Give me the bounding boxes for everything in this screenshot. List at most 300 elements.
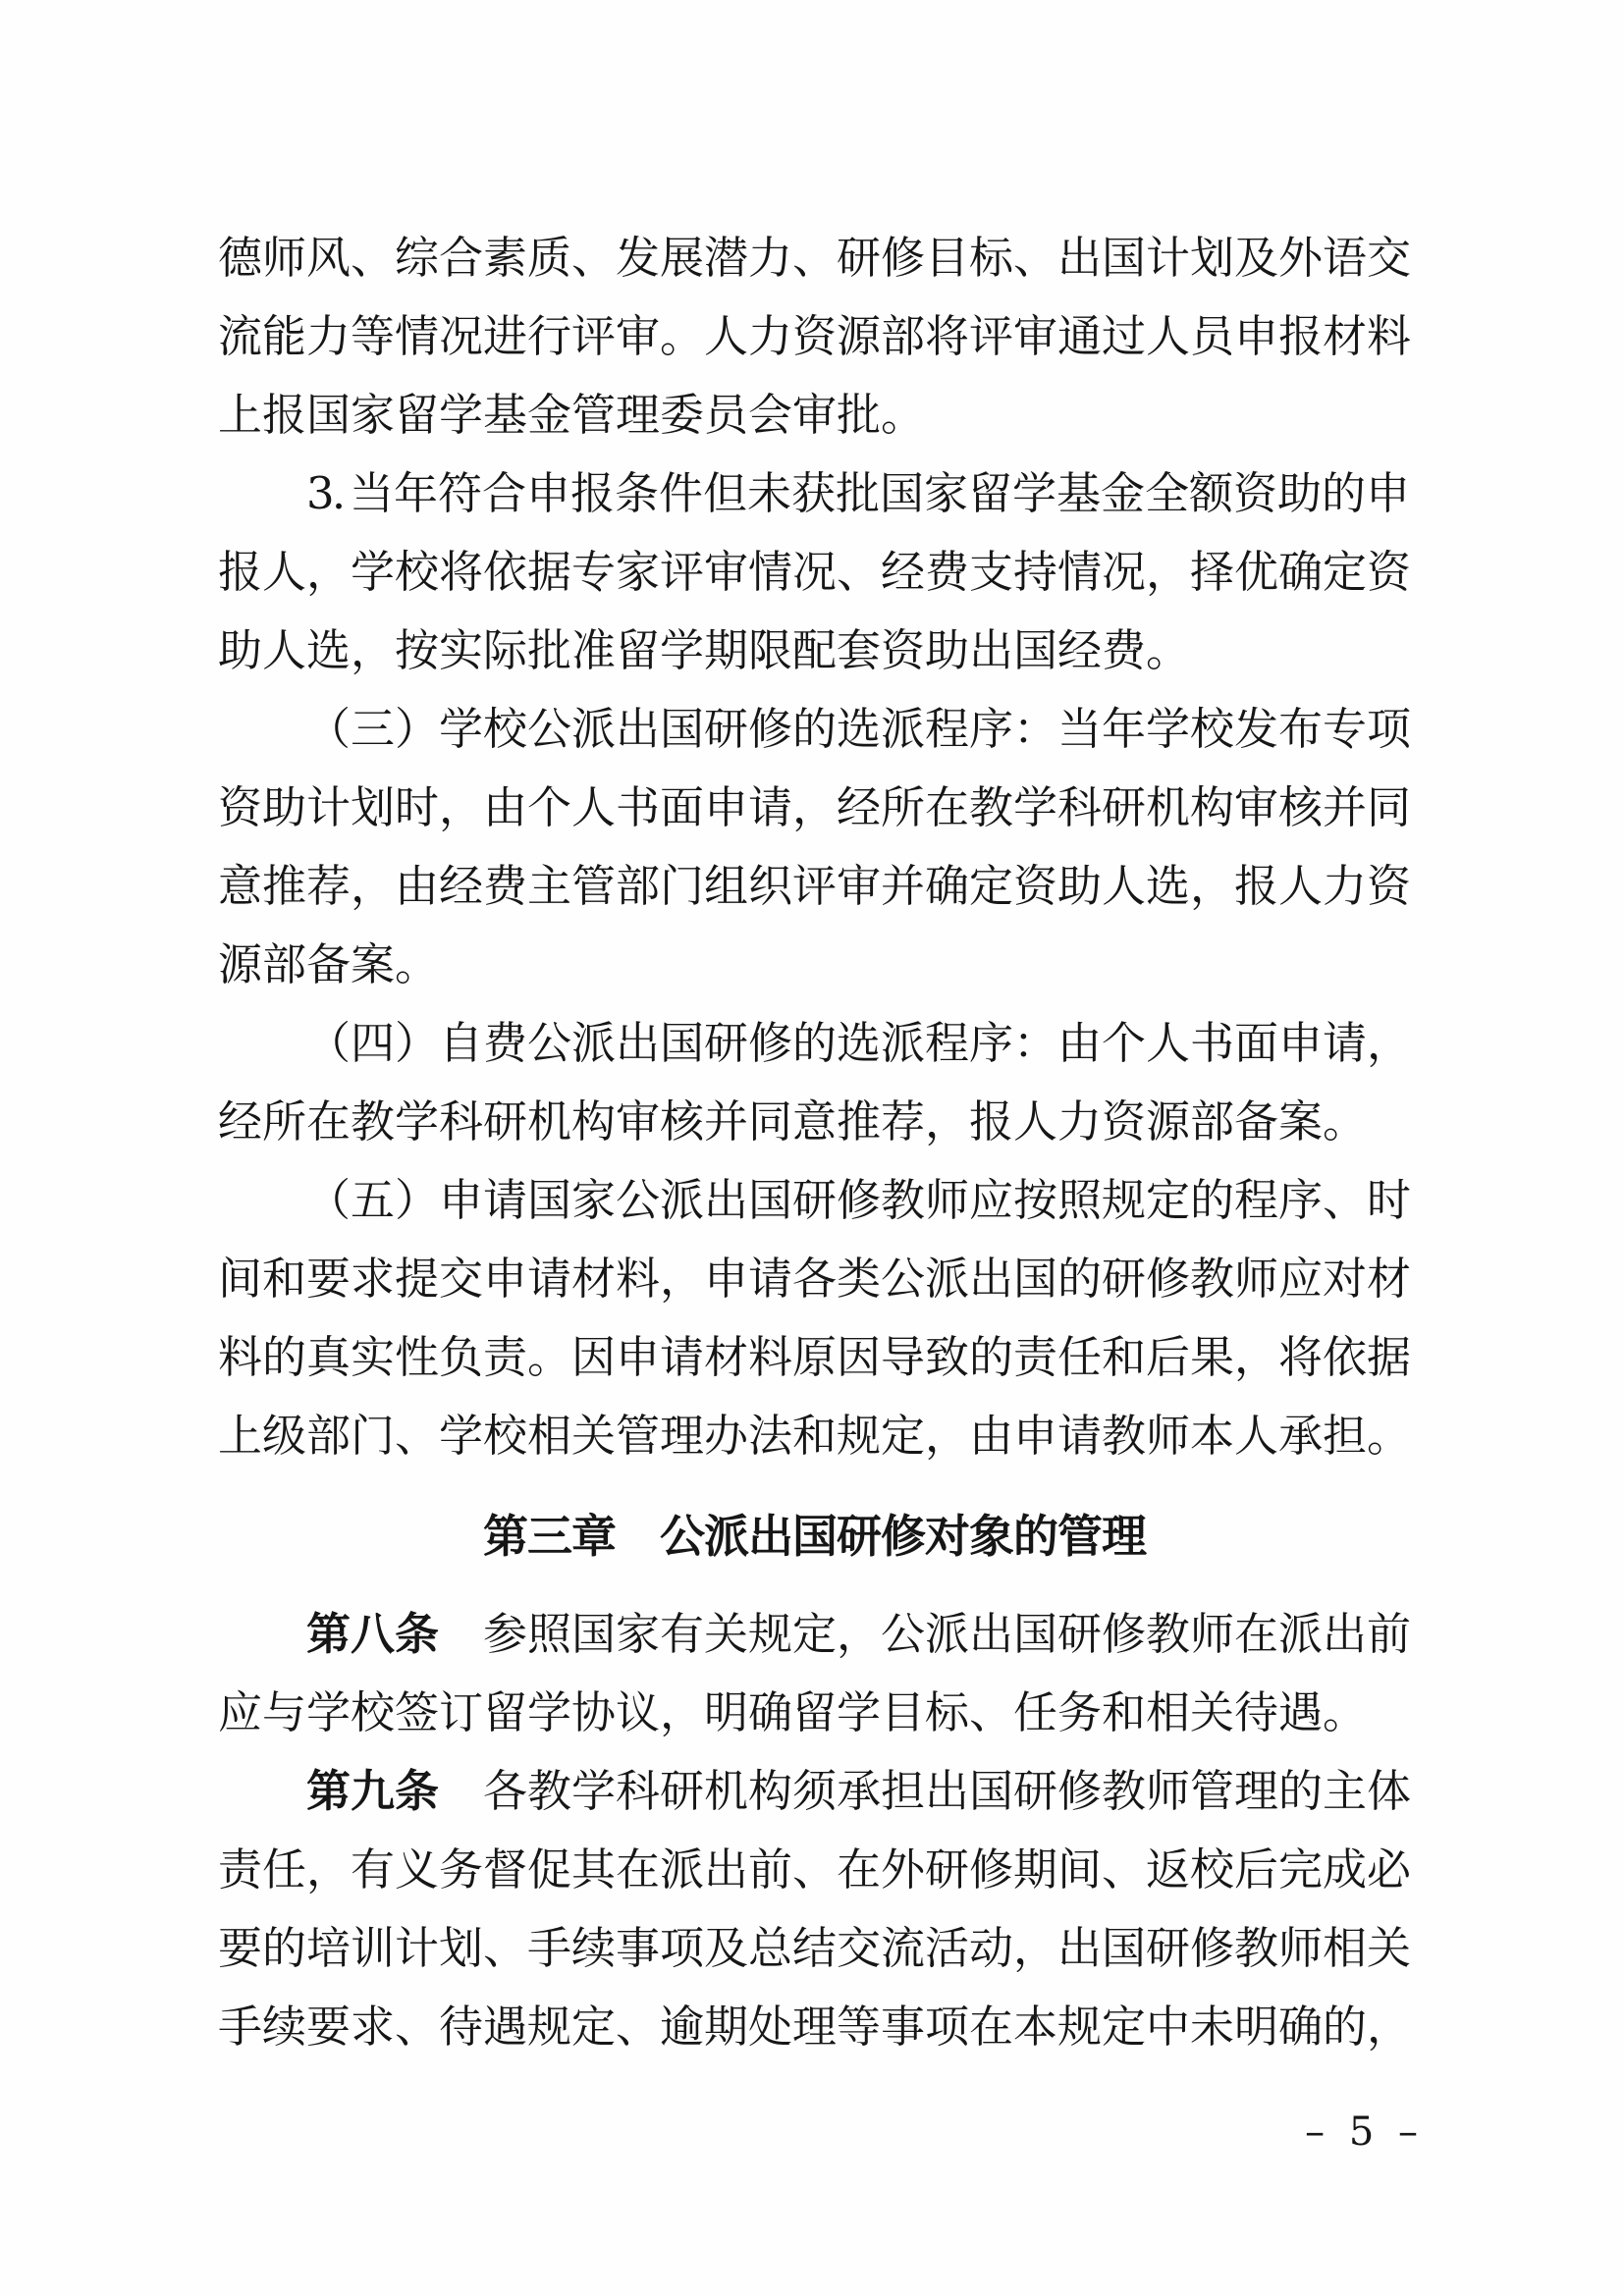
glyph: 部	[262, 938, 307, 990]
glyph: 助	[1277, 467, 1323, 519]
glyph: 间	[218, 1253, 263, 1305]
glyph: 任	[1057, 1331, 1103, 1383]
glyph: 家	[571, 1174, 617, 1226]
glyph: 派	[660, 1174, 705, 1226]
glyph: 学	[1012, 467, 1057, 519]
glyph	[218, 1161, 262, 1240]
glyph: 发	[1234, 703, 1279, 755]
glyph: ：	[1013, 703, 1058, 755]
glyph: 师	[1234, 1253, 1279, 1305]
glyph: 程	[925, 1017, 970, 1069]
glyph: 、	[616, 2001, 661, 2053]
glyph: 申	[1366, 467, 1411, 519]
glyph: 的	[1013, 1510, 1058, 1563]
glyph: 流	[881, 1922, 926, 1974]
glyph: 人	[571, 781, 617, 833]
glyph: 派	[704, 1510, 749, 1563]
glyph: 校	[1190, 1843, 1235, 1896]
glyph: 期	[1013, 1843, 1058, 1896]
glyph: 规	[748, 1608, 793, 1660]
glyph: 关	[1190, 1686, 1235, 1738]
glyph: 基	[483, 389, 528, 441]
glyph: 各	[792, 1253, 838, 1305]
glyph: 交	[1367, 232, 1412, 284]
text-line	[218, 219, 1411, 297]
glyph: 符	[438, 467, 483, 519]
page-number: – 5 –	[1305, 2109, 1424, 2155]
glyph: 责	[483, 1331, 528, 1383]
glyph: 、	[792, 232, 838, 284]
glyph: 管	[1057, 1510, 1103, 1563]
glyph: 照	[1057, 1174, 1103, 1226]
glyph: 修	[837, 1174, 882, 1226]
glyph: ，	[1190, 860, 1235, 912]
glyph: 推	[837, 1095, 882, 1148]
glyph: 研	[792, 1174, 838, 1226]
glyph: 国	[1013, 624, 1058, 676]
glyph: 部	[881, 310, 926, 362]
glyph	[262, 1161, 306, 1240]
glyph: 发	[616, 232, 661, 284]
glyph: 力	[748, 310, 793, 362]
glyph: 遇	[1278, 1686, 1324, 1738]
glyph: 级	[262, 1410, 307, 1462]
glyph: 相	[527, 1410, 572, 1462]
glyph: 况	[792, 546, 838, 598]
glyph: 标	[925, 1686, 970, 1738]
glyph: 请	[1323, 1017, 1368, 1069]
glyph: 学	[439, 1410, 484, 1462]
glyph: 经	[1057, 624, 1103, 676]
glyph: 提	[395, 1253, 440, 1305]
glyph: 项	[660, 1922, 705, 1974]
glyph: 在	[306, 1095, 352, 1148]
glyph: 但	[703, 467, 748, 519]
text-line	[218, 926, 1411, 1004]
text-line	[218, 612, 1411, 690]
glyph: 公	[660, 1510, 705, 1563]
glyph: 家	[616, 546, 661, 598]
glyph: 续	[571, 1922, 617, 1974]
glyph: 德	[218, 232, 263, 284]
glyph: 上	[218, 1410, 263, 1462]
glyph: 备	[306, 938, 352, 990]
glyph: 修	[748, 703, 793, 755]
glyph: 申	[439, 1174, 484, 1226]
glyph: 人	[1102, 860, 1147, 912]
glyph: ，	[306, 546, 352, 598]
glyph: 派	[571, 703, 617, 755]
glyph: 源	[837, 310, 882, 362]
glyph: 外	[881, 1843, 926, 1896]
glyph: 学	[1146, 703, 1191, 755]
glyph: （	[306, 1174, 352, 1226]
glyph: 研	[837, 1510, 882, 1563]
glyph: 手	[527, 1922, 572, 1974]
glyph: 同	[1367, 781, 1412, 833]
glyph: 承	[1278, 1410, 1324, 1462]
glyph: 留	[483, 1686, 528, 1738]
glyph: 中	[1146, 2001, 1191, 2053]
glyph: 研	[1102, 1253, 1147, 1305]
glyph: 金	[527, 389, 572, 441]
glyph: 实	[351, 1331, 396, 1383]
glyph: 。	[881, 389, 926, 441]
glyph: 手	[218, 2001, 263, 2053]
glyph: 将	[439, 546, 484, 598]
glyph: 留	[792, 1686, 838, 1738]
glyph: 国	[969, 1765, 1014, 1817]
glyph: 部	[306, 1410, 352, 1462]
glyph: ，	[1234, 1331, 1279, 1383]
glyph: 个	[1102, 1017, 1147, 1069]
glyph: 所	[881, 781, 926, 833]
glyph: 研	[925, 1843, 970, 1896]
glyph: 国	[660, 703, 705, 755]
glyph: 综	[395, 232, 440, 284]
glyph: 同	[748, 1095, 793, 1148]
glyph: 时	[1367, 1174, 1412, 1226]
glyph: （	[306, 1017, 352, 1069]
glyph: 在	[925, 781, 970, 833]
glyph: 返	[1146, 1843, 1191, 1896]
text-line	[218, 847, 1411, 926]
glyph: 的	[1323, 2001, 1368, 2053]
glyph: 条	[395, 1765, 440, 1817]
glyph: 请	[483, 1174, 528, 1226]
glyph: 修	[1146, 1253, 1191, 1305]
glyph: 的	[1322, 467, 1367, 519]
glyph: 织	[748, 860, 793, 912]
glyph: 申	[1278, 1017, 1324, 1069]
glyph: 各	[483, 1765, 528, 1817]
glyph: 申	[704, 1253, 749, 1305]
glyph: 校	[483, 1410, 528, 1462]
glyph: 由	[969, 1410, 1014, 1462]
glyph: 风	[306, 232, 352, 284]
glyph: 签	[395, 1686, 440, 1738]
glyph: 材	[704, 1331, 749, 1383]
glyph: 规	[1057, 2001, 1103, 2053]
glyph	[262, 1595, 306, 1674]
glyph: 委	[660, 389, 705, 441]
glyph: 机	[527, 1095, 572, 1148]
glyph: 校	[483, 703, 528, 755]
glyph: 要	[218, 1922, 263, 1974]
glyph: 经	[837, 781, 882, 833]
glyph: 请	[748, 1253, 793, 1305]
glyph: 国	[660, 1017, 705, 1069]
glyph: 订	[439, 1686, 484, 1738]
glyph: 序	[969, 703, 1014, 755]
glyph: 类	[837, 1253, 882, 1305]
glyph: ，	[1367, 2001, 1412, 2053]
glyph: 潜	[704, 232, 749, 284]
glyph: 。	[395, 938, 440, 990]
glyph: 意	[218, 860, 263, 912]
text-line	[218, 1240, 1411, 1318]
glyph: 由	[483, 781, 528, 833]
glyph: 划	[1190, 232, 1235, 284]
glyph: 人	[262, 624, 307, 676]
glyph: 推	[262, 860, 307, 912]
glyph: 担	[1323, 1410, 1368, 1462]
glyph: 程	[925, 703, 970, 755]
glyph: 金	[1101, 467, 1146, 519]
glyph: 情	[395, 310, 440, 362]
glyph: 出	[969, 624, 1014, 676]
glyph: 八	[351, 1608, 396, 1660]
glyph	[262, 1004, 306, 1083]
glyph: 理	[616, 389, 661, 441]
glyph: 核	[1278, 781, 1324, 833]
glyph: 在	[969, 2001, 1014, 2053]
glyph: 因	[571, 1331, 617, 1383]
glyph: 持	[1013, 546, 1058, 598]
glyph: 、	[1102, 1843, 1147, 1896]
glyph: 定	[881, 1410, 926, 1462]
text-line	[218, 376, 1411, 454]
glyph	[218, 1004, 262, 1083]
glyph: 关	[1367, 1922, 1412, 1974]
glyph: 前	[1367, 1608, 1412, 1660]
glyph: 研	[1013, 1765, 1058, 1817]
glyph	[262, 454, 306, 533]
glyph: 事	[616, 1922, 661, 1974]
glyph: 校	[395, 546, 440, 598]
text-line	[218, 1752, 1411, 1831]
glyph: 面	[660, 781, 705, 833]
glyph: 流	[218, 310, 263, 362]
glyph: 当	[1057, 703, 1103, 755]
glyph: 评	[571, 310, 617, 362]
text-line	[218, 454, 1411, 533]
glyph: 象	[969, 1510, 1014, 1563]
glyph: 任	[262, 1843, 307, 1896]
glyph: 标	[969, 232, 1014, 284]
glyph: 自	[439, 1017, 484, 1069]
glyph: 助	[218, 624, 263, 676]
glyph: 案	[1278, 1095, 1324, 1148]
glyph: 应	[1278, 1253, 1324, 1305]
glyph: 过	[1102, 310, 1147, 362]
glyph: 处	[748, 2001, 793, 2053]
glyph: 荐	[306, 860, 352, 912]
glyph: 出	[1323, 1608, 1368, 1660]
glyph: 目	[925, 232, 970, 284]
glyph: 理	[1234, 1765, 1279, 1817]
glyph: 关	[571, 1410, 617, 1462]
glyph: 确	[1278, 546, 1324, 598]
glyph: 须	[792, 1765, 838, 1817]
glyph: 任	[1013, 1686, 1058, 1738]
glyph: 按	[395, 624, 440, 676]
glyph: 前	[748, 1843, 793, 1896]
glyph: 教	[1146, 1608, 1191, 1660]
glyph: 其	[571, 1843, 617, 1896]
glyph: 项	[1367, 703, 1412, 755]
glyph: 人	[1146, 310, 1191, 362]
glyph: 配	[792, 624, 838, 676]
glyph: 所	[262, 1095, 307, 1148]
glyph: 协	[571, 1686, 617, 1738]
glyph: 会	[748, 389, 793, 441]
glyph: 师	[1146, 1410, 1191, 1462]
glyph: 出	[616, 703, 661, 755]
glyph: 机	[1146, 781, 1191, 833]
glyph: 性	[395, 1331, 440, 1383]
glyph: 后	[1234, 1843, 1279, 1896]
glyph: 研	[1057, 1608, 1103, 1660]
glyph: （	[306, 703, 352, 755]
glyph: 因	[837, 1331, 882, 1383]
glyph: 未	[747, 467, 792, 519]
glyph: 总	[748, 1922, 793, 1974]
glyph: 资	[1367, 860, 1412, 912]
glyph: 学	[439, 703, 484, 755]
glyph: 四	[351, 1017, 396, 1069]
glyph: ，	[351, 860, 396, 912]
glyph: 办	[704, 1410, 749, 1462]
glyph: 经	[881, 546, 926, 598]
glyph: 有	[660, 1608, 705, 1660]
text-line	[218, 1397, 1411, 1475]
glyph: 家	[924, 467, 969, 519]
glyph: 定	[792, 1608, 838, 1660]
glyph: ）	[395, 1174, 440, 1226]
glyph: 真	[306, 1331, 352, 1383]
glyph: 行	[527, 310, 572, 362]
glyph: 申	[616, 1331, 661, 1383]
glyph: 相	[1146, 1686, 1191, 1738]
glyph: 出	[704, 1843, 749, 1896]
glyph: 有	[351, 1843, 396, 1896]
glyph: ，	[306, 1843, 352, 1896]
glyph: 限	[748, 624, 793, 676]
glyph: 备	[1234, 1095, 1279, 1148]
glyph	[262, 690, 306, 769]
glyph: 费	[483, 860, 528, 912]
glyph: 原	[792, 1331, 838, 1383]
glyph: 培	[306, 1922, 352, 1974]
glyph: 、	[351, 232, 396, 284]
text-block	[218, 219, 1411, 2066]
glyph: 规	[1102, 1174, 1147, 1226]
glyph: 研	[483, 1095, 528, 1148]
glyph: 资	[218, 781, 263, 833]
glyph: 审	[616, 1095, 661, 1148]
glyph: 获	[791, 467, 837, 519]
glyph: 的	[792, 703, 838, 755]
glyph	[218, 690, 262, 769]
glyph: 等	[837, 2001, 882, 2053]
glyph: 个	[527, 781, 572, 833]
glyph: 。	[1323, 1095, 1368, 1148]
glyph: 要	[306, 1253, 352, 1305]
glyph: 待	[439, 2001, 484, 2053]
glyph: 选	[306, 624, 352, 676]
glyph: 出	[969, 1253, 1014, 1305]
glyph: 义	[395, 1843, 440, 1896]
glyph: 明	[1234, 2001, 1279, 2053]
glyph: 明	[704, 1686, 749, 1738]
glyph: 力	[748, 232, 793, 284]
glyph: 评	[792, 860, 838, 912]
glyph: 申	[1234, 310, 1279, 362]
glyph: ，	[351, 624, 396, 676]
glyph: 、	[395, 2001, 440, 2053]
text-line	[218, 1318, 1411, 1397]
glyph: 据	[1367, 1331, 1412, 1383]
glyph: 语	[1323, 232, 1368, 284]
glyph: 料	[218, 1331, 263, 1383]
glyph: 出	[925, 1765, 970, 1817]
glyph: 项	[925, 2001, 970, 2053]
glyph: ：	[1013, 1017, 1058, 1069]
glyph: ，	[1013, 1922, 1058, 1974]
glyph: 研	[1102, 781, 1147, 833]
glyph: 学	[395, 1095, 440, 1148]
glyph: ，	[660, 1253, 705, 1305]
glyph: 导	[881, 1331, 926, 1383]
glyph: 条	[395, 1608, 440, 1660]
glyph	[218, 1752, 262, 1831]
glyph: 教	[1234, 1922, 1279, 1974]
glyph	[439, 1595, 483, 1674]
glyph: 派	[925, 1608, 970, 1660]
glyph: 师	[1190, 1608, 1235, 1660]
glyph: 报	[262, 389, 307, 441]
glyph: 国	[571, 1608, 617, 1660]
text-line	[218, 1004, 1411, 1083]
glyph: 套	[837, 624, 882, 676]
glyph: 出	[616, 1017, 661, 1069]
glyph: 源	[218, 938, 263, 990]
glyph: 派	[925, 1253, 970, 1305]
glyph: 促	[527, 1843, 572, 1896]
glyph: 费	[925, 546, 970, 598]
glyph: 师	[925, 1174, 970, 1226]
glyph: 修	[881, 1510, 926, 1563]
glyph: 第	[306, 1765, 352, 1817]
glyph: 报	[969, 1095, 1014, 1148]
glyph: 书	[616, 781, 661, 833]
glyph: 教	[881, 1174, 926, 1226]
glyph: 相	[1323, 1922, 1368, 1974]
glyph: 专	[571, 546, 617, 598]
glyph: 审	[616, 310, 661, 362]
glyph: 学	[837, 1686, 882, 1738]
glyph: 校	[351, 1686, 396, 1738]
glyph: 依	[1323, 1331, 1368, 1383]
glyph: 必	[1367, 1843, 1412, 1896]
glyph: 际	[483, 624, 528, 676]
glyph: 由	[395, 860, 440, 912]
glyph: 应	[218, 1686, 263, 1738]
glyph: 完	[1278, 1843, 1324, 1896]
glyph: 公	[881, 1608, 926, 1660]
chapter-heading	[218, 1497, 1411, 1575]
glyph: 果	[1190, 1331, 1235, 1383]
glyph: 报	[1278, 310, 1324, 362]
glyph: 的	[969, 1331, 1014, 1383]
glyph: 责	[1013, 1331, 1058, 1383]
glyph: 学	[527, 1686, 572, 1738]
glyph: 派	[881, 703, 926, 755]
glyph: 出	[748, 1510, 793, 1563]
glyph: 面	[1234, 1017, 1279, 1069]
glyph: 结	[792, 1922, 838, 1974]
